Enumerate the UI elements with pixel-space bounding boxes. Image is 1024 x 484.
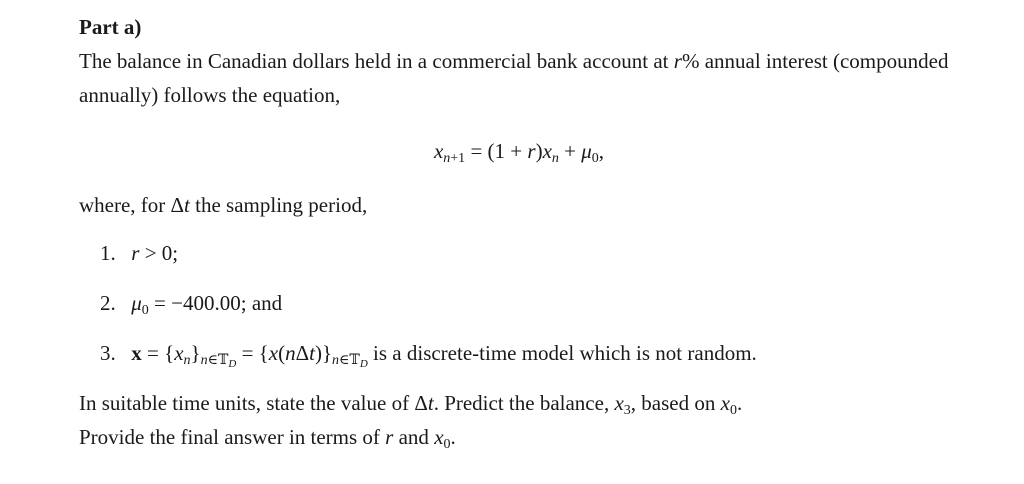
conditions-list [79, 236, 979, 370]
condition-text: $x = \{x_n\}_{n\in 𝕋_D} = \{x(n\Delta t)\}_{n\in 𝕋_D}$ is a discrete-time model which is not random. [131, 341, 757, 370]
task-paragraph: In suitable time units, state the value of Δt. Predict the balance, $x_3$, based on $x_0$. Provide the final answer in terms of r and $x_0$. [79, 391, 743, 452]
intro-paragraph: The balance in Canadian dollars held in a commercial bank account at r% annual interest (compounded annually) follows the equation, [79, 49, 949, 107]
recurrence-equation: $x_{n+1} = (1 + r)x_n + \mu_0$, [433, 139, 605, 166]
condition-number: 2. [100, 291, 116, 315]
condition-item-1 [100, 236, 979, 270]
condition-number: 3. [100, 341, 116, 365]
problem-document [79, 10, 979, 454]
condition-text: $\mu_0 = -400.00$; and [131, 291, 283, 318]
condition-text: r > 0; [131, 241, 179, 265]
part-heading: Part a) [79, 15, 142, 39]
condition-item-2 [100, 286, 979, 320]
where-line: where, for Δt the sampling period, [79, 193, 368, 217]
condition-item-3 [100, 336, 979, 370]
condition-number: 1. [100, 241, 116, 265]
